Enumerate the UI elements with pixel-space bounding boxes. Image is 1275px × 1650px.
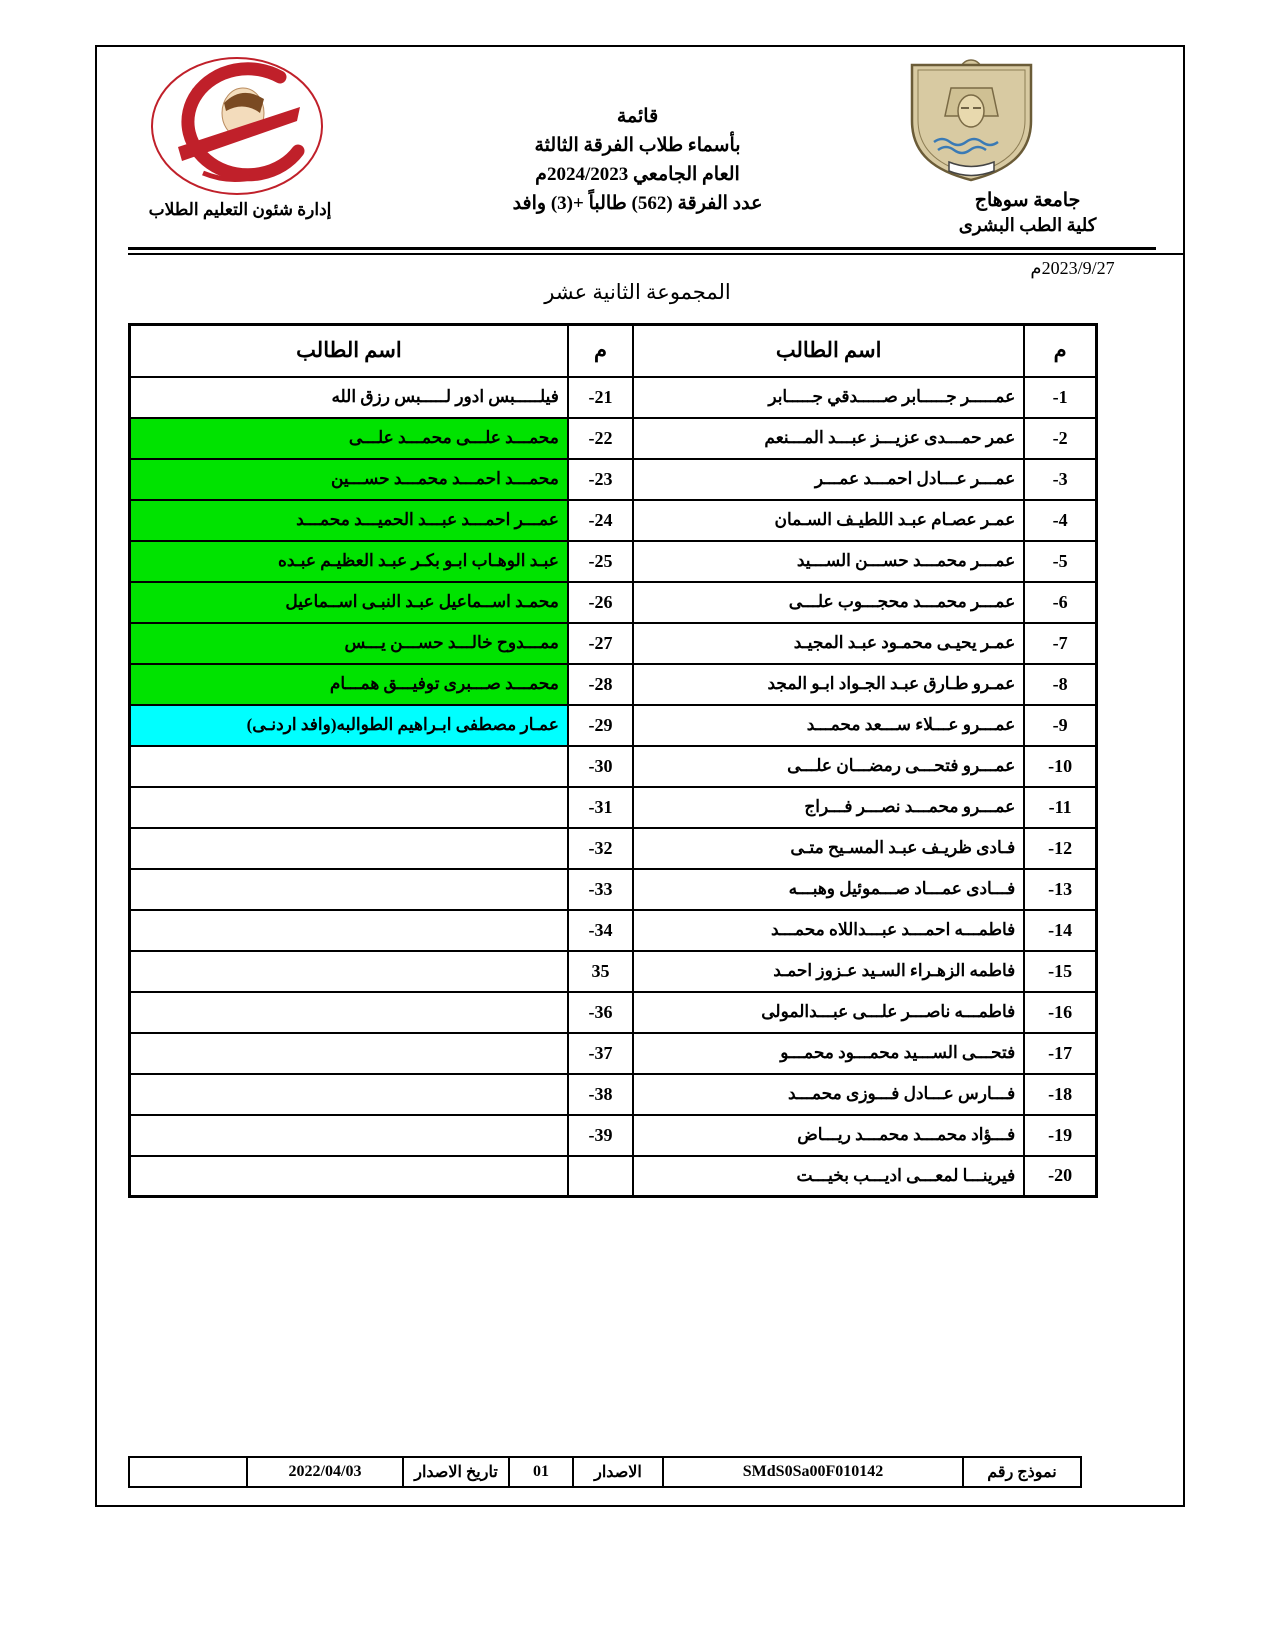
row-number-right: 15-: [1024, 951, 1096, 992]
student-row: [130, 1115, 1097, 1156]
organization-labels: [945, 188, 1110, 237]
row-number-left: 37-: [568, 1033, 633, 1074]
student-name-left: عبـد الوهـاب ابـو بكـر عبـد العظيـم عبـده: [130, 541, 568, 582]
university-name: جامعة سوهاج: [974, 190, 1081, 211]
row-number-right: 9-: [1024, 705, 1096, 746]
footer-bar: [128, 1456, 1082, 1488]
row-number-left: 30-: [568, 746, 633, 787]
row-number-left: 35: [568, 951, 633, 992]
student-name-right: عمـــر عـــادل احمـــد عمـــر: [633, 459, 1024, 500]
title-line-2: بأسماء طلاب الفرقة الثالثة: [534, 135, 741, 156]
student-name-left: [130, 992, 568, 1033]
student-row: [130, 1074, 1097, 1115]
row-number-left: 39-: [568, 1115, 633, 1156]
student-row: [130, 582, 1097, 623]
students-table: [128, 323, 1098, 1198]
row-number-left: 21-: [568, 377, 633, 418]
row-number-left: 26-: [568, 582, 633, 623]
student-name-left: [130, 1156, 568, 1197]
student-name-left: محمـد اســماعيل عبـد النبـى اســماعيل: [130, 582, 568, 623]
student-row: [130, 746, 1097, 787]
separator-line-top: [128, 247, 1156, 250]
student-name-left: [130, 746, 568, 787]
title-line-1: قائمة: [616, 106, 659, 127]
student-row: [130, 992, 1097, 1033]
student-name-left: [130, 869, 568, 910]
student-name-left: [130, 828, 568, 869]
student-name-right: فـادى ظريـف عبـد المسـيح متـى: [633, 828, 1024, 869]
row-number-left: 34-: [568, 910, 633, 951]
row-number-left: 22-: [568, 418, 633, 459]
row-number-right: 13-: [1024, 869, 1096, 910]
student-row: [130, 1156, 1097, 1197]
title-line-4: عدد الفرقة (562) طالباً +(3) وافد: [512, 193, 763, 214]
student-name-left: [130, 1115, 568, 1156]
student-name-right: عمـرو طـارق عبـد الجـواد ابـو المجد: [633, 664, 1024, 705]
row-number-right: 16-: [1024, 992, 1096, 1033]
student-name-right: فيرينـــا لمعـــى اديـــب بخيـــت: [633, 1156, 1024, 1197]
faculty-name: كلية الطب البشرى: [958, 215, 1097, 235]
student-row: [130, 541, 1097, 582]
row-number-right: 12-: [1024, 828, 1096, 869]
issue-date-label: تاريخ الاصدار: [403, 1457, 509, 1487]
student-row: [130, 623, 1097, 664]
student-name-right: عمـــر محمـــد محجـــوب علـــى: [633, 582, 1024, 623]
student-row: [130, 377, 1097, 418]
university-shield-icon: [903, 58, 1040, 186]
group-title: المجموعة الثانية عشر: [544, 280, 731, 304]
student-name-right: عمـر يحيـى محمـود عبـد المجيـد: [633, 623, 1024, 664]
row-number-right: 17-: [1024, 1033, 1096, 1074]
row-number-left: 31-: [568, 787, 633, 828]
university-shield-logo: [903, 58, 1040, 186]
row-number-left: 38-: [568, 1074, 633, 1115]
row-number-left: [568, 1156, 633, 1197]
student-row: [130, 459, 1097, 500]
row-number-right: 8-: [1024, 664, 1096, 705]
row-number-right: 1-: [1024, 377, 1096, 418]
student-row: [130, 705, 1097, 746]
student-row: [130, 1033, 1097, 1074]
issue-label: الاصدار: [573, 1457, 663, 1487]
student-name-left: محمـــد احمـــد محمـــد حســـين: [130, 459, 568, 500]
row-number-right: 20-: [1024, 1156, 1096, 1197]
row-number-left: 36-: [568, 992, 633, 1033]
student-name-left: محمـــد صـــبرى توفيـــق همـــام: [130, 664, 568, 705]
table-header-row: [130, 325, 1097, 377]
student-name-left: [130, 951, 568, 992]
row-number-left: 25-: [568, 541, 633, 582]
row-number-right: 7-: [1024, 623, 1096, 664]
student-name-left: محمـــد علـــى محمـــد علـــى: [130, 418, 568, 459]
student-name-right: فاطمـــه ناصـــر علـــى عبـــدالمولى: [633, 992, 1024, 1033]
student-row: [130, 418, 1097, 459]
student-name-right: عمـــرو فتحـــى رمضـــان علـــى: [633, 746, 1024, 787]
document-date: 2023/9/27م: [1030, 258, 1115, 278]
student-row: [130, 910, 1097, 951]
row-number-right: 4-: [1024, 500, 1096, 541]
column-header-name-right: اسم الطالب: [633, 325, 1024, 377]
row-number-right: 3-: [1024, 459, 1096, 500]
student-row: [130, 500, 1097, 541]
row-number-right: 14-: [1024, 910, 1096, 951]
issue-value: 01: [509, 1457, 573, 1487]
separator-line-bottom: [128, 253, 1183, 255]
student-name-right: فتحـــى الســـيد محمـــود محمـــو: [633, 1033, 1024, 1074]
student-name-right: عمـــرو عـــلاء ســـعد محمـــد: [633, 705, 1024, 746]
footer-row: [129, 1457, 1081, 1487]
row-number-right: 10-: [1024, 746, 1096, 787]
student-name-left: [130, 1074, 568, 1115]
column-header-number-left: م: [568, 325, 633, 377]
row-number-left: 23-: [568, 459, 633, 500]
student-row: [130, 664, 1097, 705]
student-name-left: [130, 910, 568, 951]
student-row: [130, 951, 1097, 992]
student-name-left: [130, 787, 568, 828]
student-name-right: عمـــر محمـــد حســـن الســـيد: [633, 541, 1024, 582]
student-name-left: عمـــر احمـــد عبـــد الحميـــد محمـــد: [130, 500, 568, 541]
row-number-right: 5-: [1024, 541, 1096, 582]
row-number-left: 24-: [568, 500, 633, 541]
student-name-right: عمر حمـــدى عزيـــز عبـــد المـــنعم: [633, 418, 1024, 459]
student-row: [130, 869, 1097, 910]
row-number-left: 29-: [568, 705, 633, 746]
student-name-right: فـــؤاد محمـــد محمـــد ريـــاض: [633, 1115, 1024, 1156]
row-number-left: 28-: [568, 664, 633, 705]
student-name-left: عمـار مصطفى ابـراهيم الطوالبه(وافد اردنـى): [130, 705, 568, 746]
student-name-right: فـــادى عمـــاد صـــموئيل وهبـــه: [633, 869, 1024, 910]
row-number-right: 2-: [1024, 418, 1096, 459]
row-number-right: 18-: [1024, 1074, 1096, 1115]
student-name-right: فاطمه الزهـراء السـيد عـزوز احمـد: [633, 951, 1024, 992]
student-name-left: [130, 1033, 568, 1074]
form-number-value: SMdS0Sa00F010142: [663, 1457, 963, 1487]
student-row: [130, 787, 1097, 828]
column-header-number-right: م: [1024, 325, 1096, 377]
form-number-label: نموذج رقم: [963, 1457, 1081, 1487]
student-name-right: عمـر عصـام عبـد اللطيـف السـمان: [633, 500, 1024, 541]
row-number-right: 19-: [1024, 1115, 1096, 1156]
row-number-right: 6-: [1024, 582, 1096, 623]
department-label: إدارة شئون التعليم الطلاب: [148, 200, 332, 219]
issue-date-value: 2022/04/03: [247, 1457, 403, 1487]
row-number-left: 33-: [568, 869, 633, 910]
column-header-name-left: اسم الطالب: [130, 325, 568, 377]
students-table-body: [130, 377, 1097, 1197]
student-name-left: ممـــدوح خالـــد حســـن يـــس: [130, 623, 568, 664]
footer-empty-cell: [129, 1457, 247, 1487]
student-name-right: عمـــرو محمـــد نصـــر فـــراج: [633, 787, 1024, 828]
student-name-right: فاطمـــه احمـــد عبـــداللاه محمـــد: [633, 910, 1024, 951]
row-number-right: 11-: [1024, 787, 1096, 828]
student-name-left: فيلـــــبس ادور لـــــبس رزق الله: [130, 377, 568, 418]
row-number-left: 32-: [568, 828, 633, 869]
student-name-right: عمـــــر جـــــابر صـــــدقي جـــــابر: [633, 377, 1024, 418]
row-number-left: 27-: [568, 623, 633, 664]
student-name-right: فـــارس عـــادل فـــوزى محمـــد: [633, 1074, 1024, 1115]
title-line-3: العام الجامعي 2024/2023م: [535, 164, 740, 185]
student-row: [130, 828, 1097, 869]
